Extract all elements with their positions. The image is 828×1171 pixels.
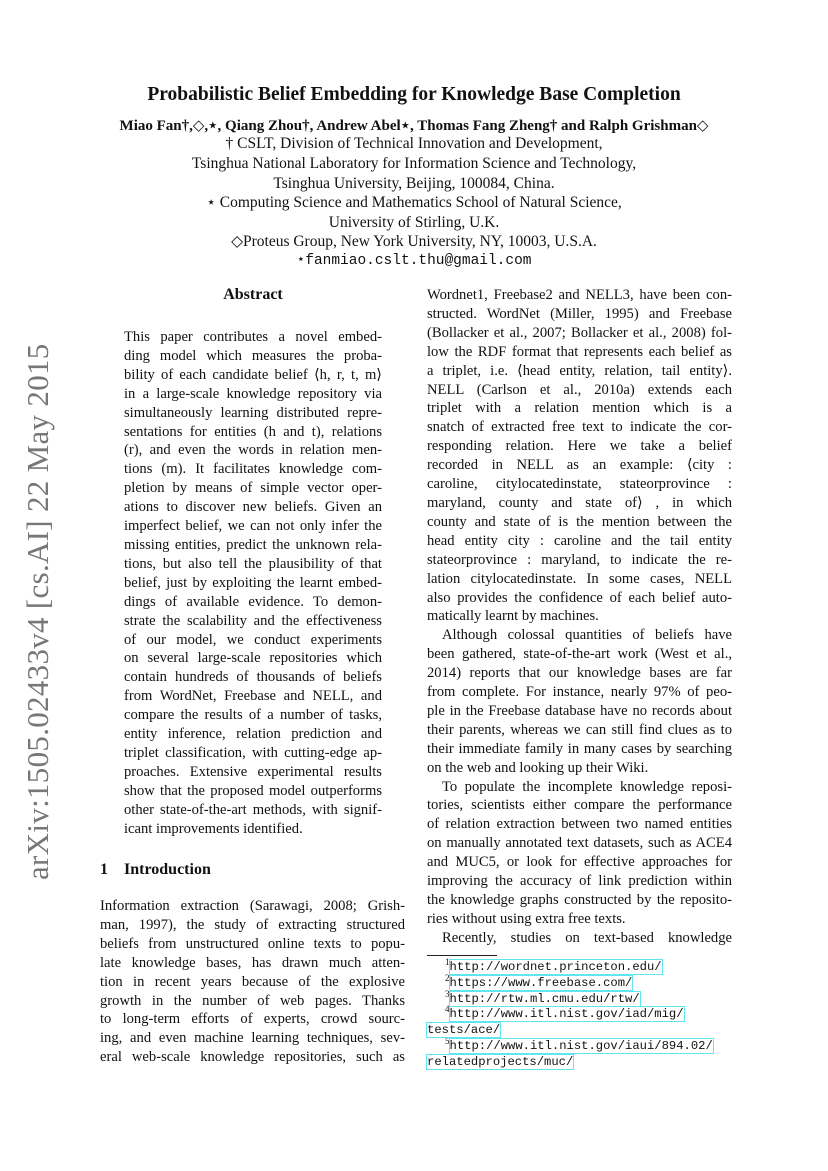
affiliation-5: University of Stirling, U.K. xyxy=(328,214,500,231)
footnote-link[interactable]: http://www.itl.nist.gov/iad/mig/ xyxy=(449,1007,684,1022)
abstract-line: (r), and even the words in relation men- xyxy=(124,442,382,459)
paragraph-line: Wordnet1, Freebase2 and NELL3, have been con- xyxy=(427,287,732,303)
paragraph-line: responding relation. Here we take a belief xyxy=(427,438,732,455)
abstract-line: icant improvements identified. xyxy=(124,820,303,837)
footnote-1 xyxy=(427,956,732,975)
abstract-line: triplet classification, with cutting-edge ap- xyxy=(124,744,382,761)
abstract-line: bility of each candidate belief ⟨h, r, t, m⟩ xyxy=(124,366,382,383)
section-title: Introduction xyxy=(124,861,211,878)
abstract-line: tions (m). It facilitates knowledge com- xyxy=(124,461,382,478)
intro-line: tion in recent years because of the explosive xyxy=(100,973,405,990)
paragraph-line: Recently, studies on text-based knowledge xyxy=(442,929,732,946)
abstract-line: entity inference, relation prediction and xyxy=(124,726,382,743)
footnote-5-cont xyxy=(427,1054,732,1070)
paper-title: Probabilistic Belief Embedding for Knowledge Base Completion xyxy=(147,84,681,105)
intro-line: to long-term efforts of experts, crowd sourc- xyxy=(100,1011,405,1028)
abstract-line: pletion by means of simple vector oper- xyxy=(124,480,382,497)
footnote-2 xyxy=(427,972,732,991)
paragraph-line: on the web and looking up their Wiki. xyxy=(427,759,649,776)
abstract-line: proaches. Extensive experimental results xyxy=(124,763,382,780)
paragraph-line: Although colossal quantities of beliefs have xyxy=(442,627,732,644)
intro-line: Information extraction (Sarawagi, 2008; Grish- xyxy=(100,898,405,914)
footnote-link[interactable]: http://wordnet.princeton.edu/ xyxy=(449,960,662,974)
paragraph-line: caroline, citylocatedinstate, stateorprovince : xyxy=(427,476,732,493)
footnote-number: 2 xyxy=(445,972,450,983)
affiliation-2: Tsinghua National Laboratory for Information Science and Technology, xyxy=(191,155,637,172)
abstract-line: compare the results of a number of tasks, xyxy=(124,707,382,724)
paragraph-line: maryland, county and state of⟩ , in which xyxy=(427,494,732,511)
paragraph-line: ries without using extra free texts. xyxy=(427,910,626,927)
footnote-number: 5 xyxy=(445,1035,450,1046)
abstract-line: dings of available evidence. To demon- xyxy=(124,593,382,610)
paragraph-line: improving the accuracy of link prediction within xyxy=(427,873,732,890)
paragraph-line: lation citylocatedinstate. In some cases, NELL xyxy=(427,570,732,587)
abstract-line: This paper contributes a novel embed- xyxy=(124,329,382,345)
paragraph-line: triplet with a relation mention which is a xyxy=(427,400,732,417)
paragraph-p1 xyxy=(427,286,732,626)
footnote-5 xyxy=(427,1035,732,1054)
abstract-line: ations to discover new beliefs. Given an xyxy=(124,499,382,516)
abstract-line: sentations for entities (h and t), relations xyxy=(124,423,382,440)
abstract-line: of our model, we conduct experiments xyxy=(124,631,382,648)
paragraph-line: their immediate family in many cases by searching xyxy=(427,740,732,757)
paragraph-line: To populate the incomplete knowledge reposi- xyxy=(442,778,732,795)
footnote-link[interactable]: https://www.freebase.com/ xyxy=(449,975,633,990)
abstract-line: missing entities, predict the unknown rela- xyxy=(124,536,382,553)
section-number: 1 xyxy=(100,861,108,878)
footnote-link[interactable]: http://www.itl.nist.gov/iaui/894.02/ xyxy=(449,1038,713,1053)
intro-line: man, 1997), the study of extracting structured xyxy=(100,916,405,933)
intro-line: late knowledge bases, has drawn much atten- xyxy=(100,954,405,971)
footnote-3 xyxy=(427,988,732,1007)
paragraph-line: also provides the confidence of each belief auto- xyxy=(427,589,732,606)
abstract-line: show that the proposed model outperforms xyxy=(124,782,382,799)
abstract-line: imperfect belief, we can not only infer the xyxy=(124,518,382,535)
affiliation-3: Tsinghua University, Beijing, 100084, China. xyxy=(273,175,555,192)
paragraph-line: a triplet, i.e. ⟨head entity, relation, tail entity⟩. xyxy=(427,362,732,379)
paragraph-line: recorded in NELL as an example: ⟨city : xyxy=(427,457,732,474)
paragraph-p2 xyxy=(427,626,732,777)
footnote-link[interactable]: http://rtw.ml.cmu.edu/rtw/ xyxy=(449,991,640,1006)
abstract-line: contain hundreds of thousands of beliefs xyxy=(124,669,382,686)
paragraph-line: head entity city : caroline and the tail entity xyxy=(427,532,732,549)
footnote-link-continued[interactable]: tests/ace/ xyxy=(427,1023,501,1038)
intro-line: eral web-scale knowledge repositories, such as xyxy=(100,1049,405,1066)
affiliation-4: ⋆ Computing Science and Mathematics School of Natural Science, xyxy=(206,194,622,211)
paragraph-line: on manually annotated text datasets, such as ACE4 xyxy=(427,835,732,852)
paragraph-line: stateorprovince : maryland, to indicate the re- xyxy=(427,551,732,568)
abstract-line: from WordNet, Freebase and NELL, and xyxy=(124,688,382,705)
paragraph-line: and MUC5, or look for effective approaches for xyxy=(427,854,732,871)
abstract-body xyxy=(124,328,382,838)
footnotes xyxy=(427,956,732,1070)
paragraph-line: been gathered, state-of-the-art work (West et al., xyxy=(427,646,732,663)
paragraph-line: ple in the Freebase database have no records about xyxy=(427,702,732,719)
paragraph-line: low the RDF format that represents each belief as xyxy=(427,343,732,360)
paragraph-line: NELL (Carlson et al., 2010a) extends each xyxy=(427,381,732,398)
footnote-number: 1 xyxy=(445,956,450,967)
abstract-line: belief, just by exploiting the learnt embed- xyxy=(124,574,382,591)
section-heading-introduction xyxy=(100,861,211,879)
intro-line: growth in the number of web pages. Thanks xyxy=(100,992,405,1009)
abstract-line: in a large-scale knowledge repository via xyxy=(124,385,382,402)
affiliation-1: † CSLT, Division of Technical Innovation and Development, xyxy=(225,135,603,152)
paragraph-line: matically learnt by machines. xyxy=(427,608,599,625)
paragraph-line: 2014) reports that our knowledge bases are far xyxy=(427,665,732,682)
right-column xyxy=(427,286,732,948)
paragraph-line: the knowledge graphs constructed by the reposito- xyxy=(427,892,732,908)
footnote-4-cont xyxy=(427,1022,732,1038)
affiliation-6: ◇Proteus Group, New York University, NY, 10003, U.S.A. xyxy=(231,233,597,250)
intro-line: beliefs from unstructured online texts to popu- xyxy=(100,935,405,952)
paragraph-line: structed. WordNet (Miller, 1995) and Freebase xyxy=(427,305,732,322)
arxiv-stamp: arXiv:1505.02433v4 [cs.AI] 22 May 2015 xyxy=(20,343,55,880)
paragraph-line: of relation extraction between two named entities xyxy=(427,816,732,833)
intro-body xyxy=(100,897,405,1067)
paragraph-line: tories, scientists either compare the performance xyxy=(427,797,732,814)
paragraph-line: their parents, whereas we can still find clues as to xyxy=(427,721,732,738)
abstract-line: tions, but also tell the plausibility of that xyxy=(124,555,382,572)
author-list: Miao Fan†,◇,⋆, Qiang Zhou†, Andrew Abel⋆, Thomas Fang Zheng† and Ralph Grishman◇ xyxy=(119,118,709,134)
footnote-rule xyxy=(427,955,497,956)
paragraph-line: snatch of extracted free text to indicate the cor- xyxy=(427,419,732,436)
abstract-line: on several large-scale repositories which xyxy=(124,650,382,667)
abstract-line: ding model which measures the proba- xyxy=(124,347,382,364)
abstract-line: strate the scalability and the effectiveness xyxy=(124,612,382,629)
abstract-line: simultaneously learning distributed repre- xyxy=(124,404,382,421)
contact-email[interactable]: ⋆fanmiao.cslt.thu@gmail.com xyxy=(296,253,532,269)
footnote-link-continued[interactable]: relatedprojects/muc/ xyxy=(427,1054,574,1069)
paragraph-line: (Bollacker et al., 2007; Bollacker et al., 2008) fol- xyxy=(427,324,732,341)
footnote-4 xyxy=(427,1006,732,1022)
footnote-number: 4 xyxy=(445,1004,450,1015)
paragraph-p4 xyxy=(427,929,732,948)
paragraph-line: from complete. For instance, nearly 97% of peo- xyxy=(427,684,732,701)
abstract-line: other state-of-the-art methods, with signif- xyxy=(124,801,382,818)
abstract-heading: Abstract xyxy=(223,286,283,303)
footnote-number: 3 xyxy=(445,988,450,999)
paragraph-line: county and state of is the mention between the xyxy=(427,513,732,530)
paragraph-p3 xyxy=(427,778,732,929)
intro-line: ing, and even machine learning techniques, sev- xyxy=(100,1030,405,1047)
